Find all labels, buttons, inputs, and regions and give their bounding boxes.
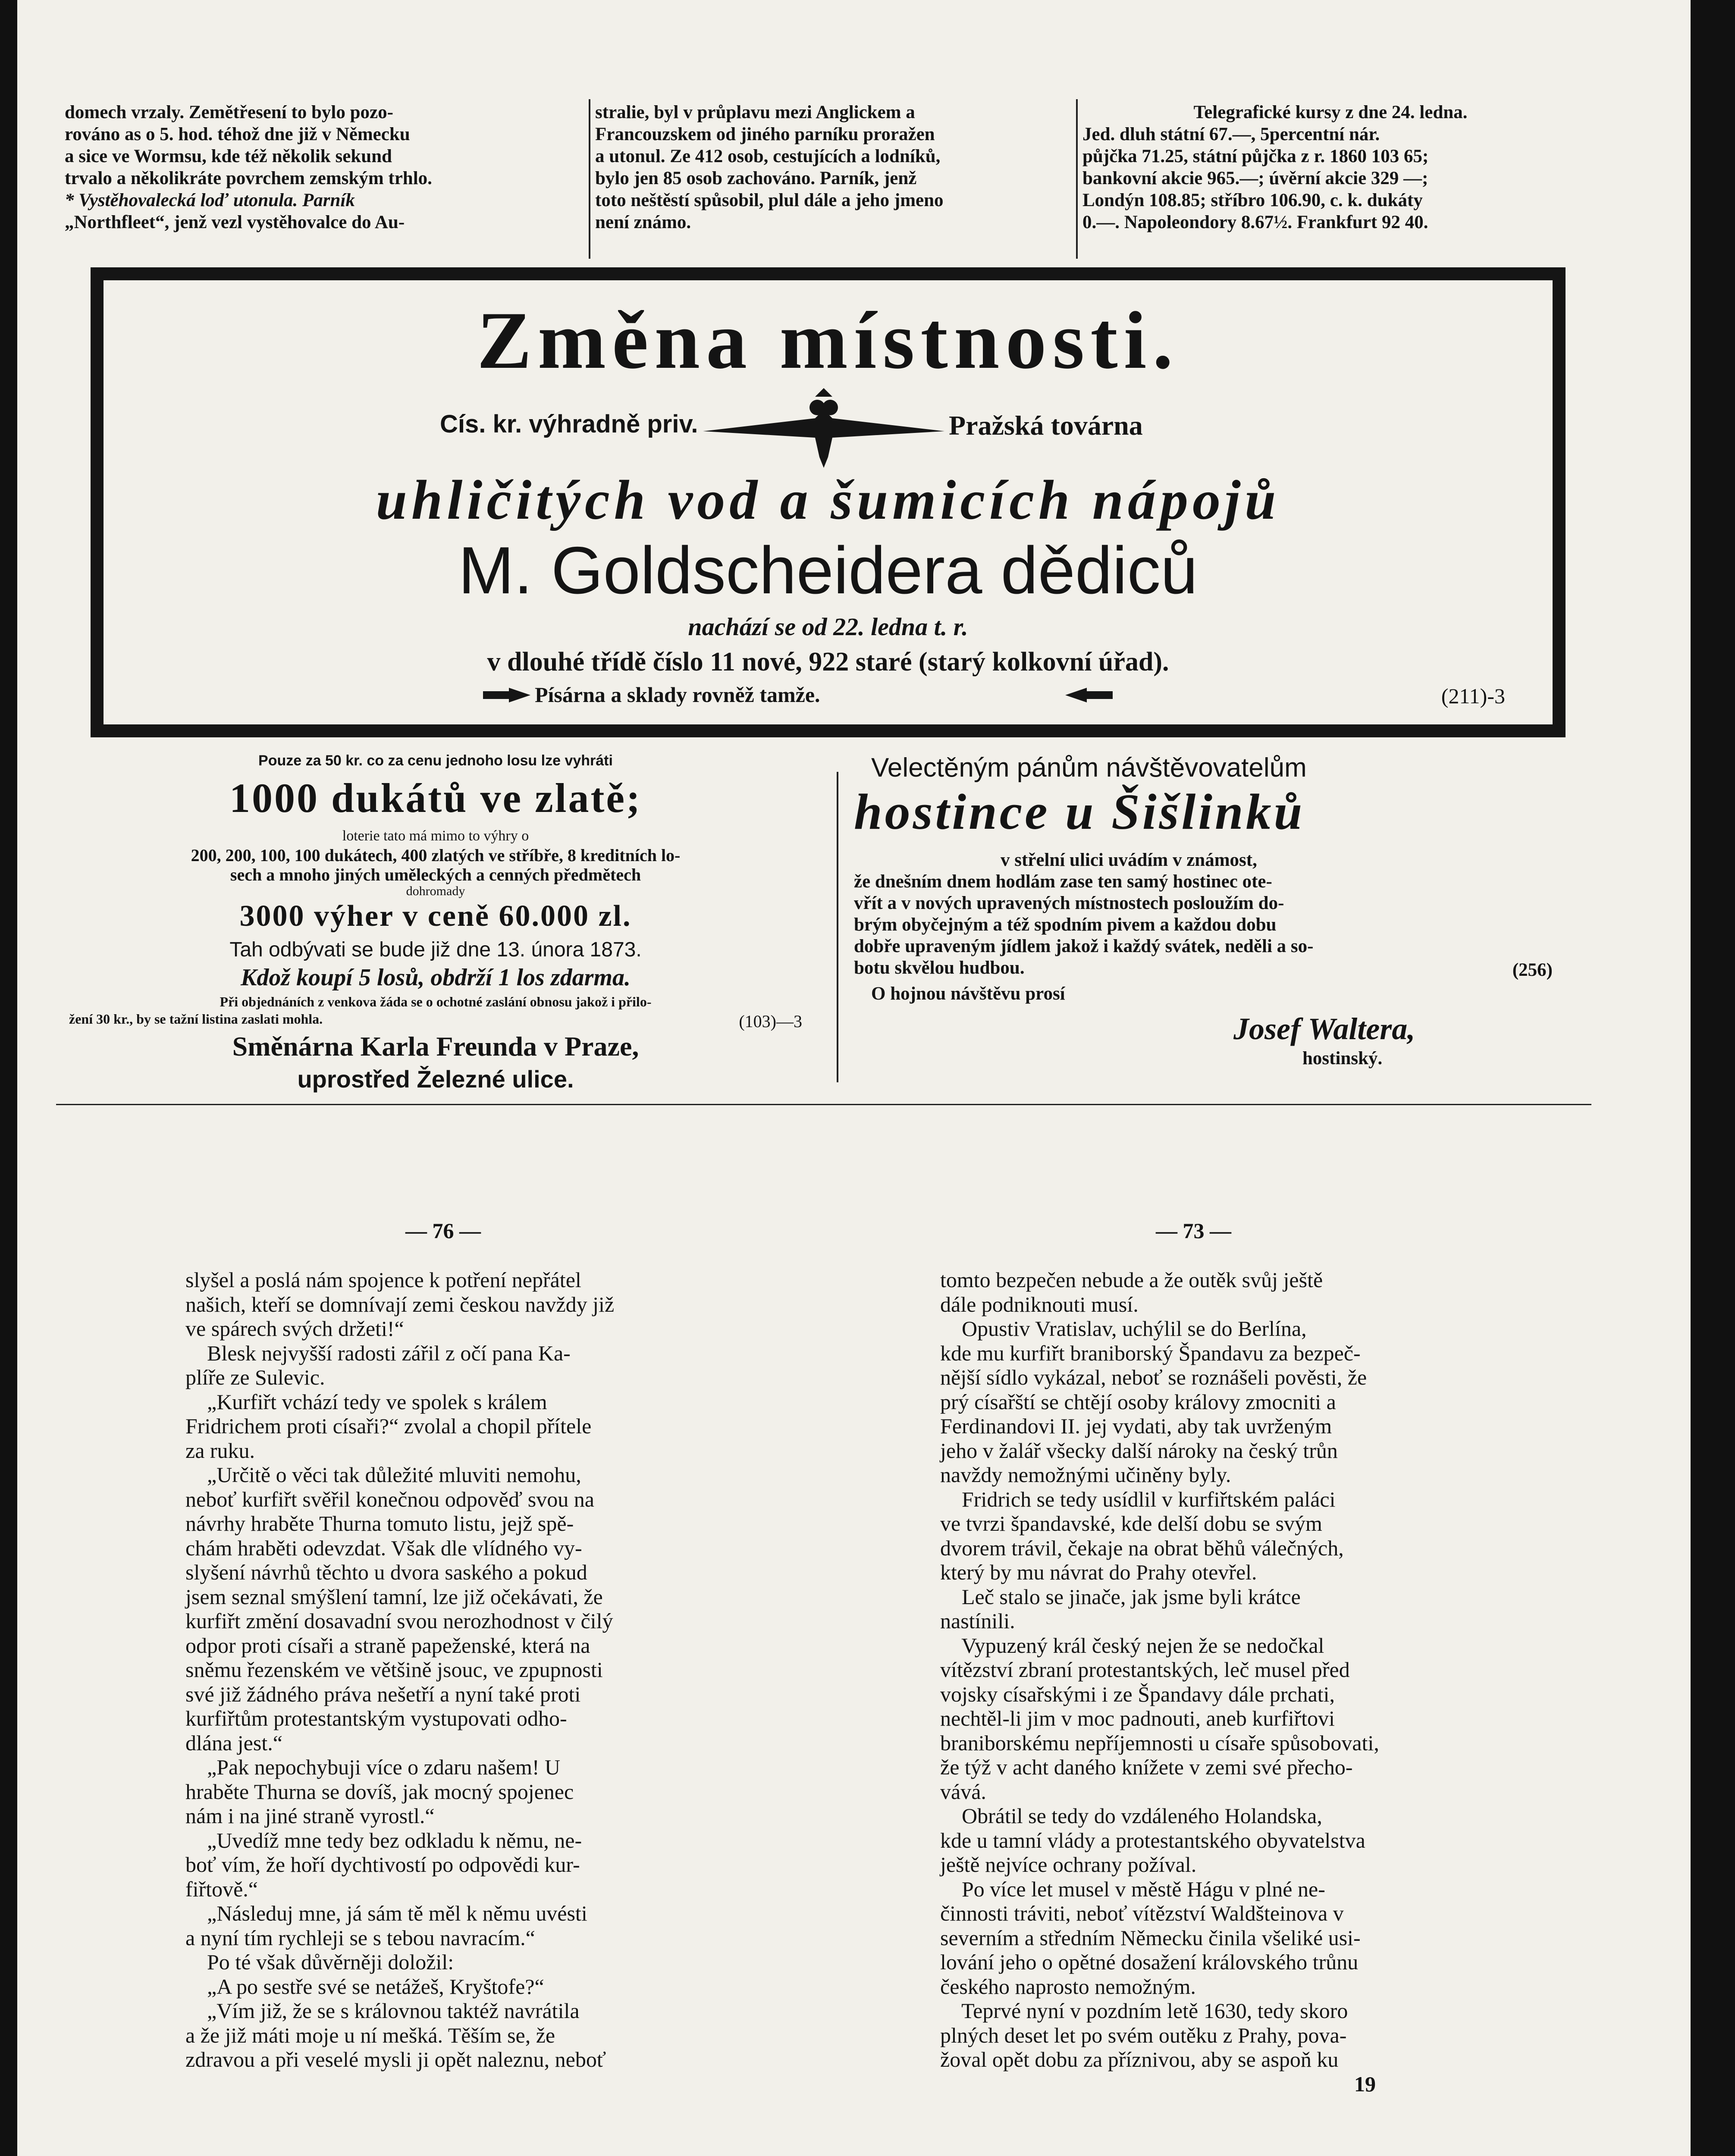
text-line: sněmu řezenském ve většině jsouc, ve zpupnosti — [185, 1658, 603, 1682]
text-line: odpor proti císaři a straně papeženské, která na — [185, 1633, 590, 1658]
news-column-3 — [1082, 101, 1578, 233]
text-line: Ferdinandovi II. jej vydati, aby tak uvrženým — [940, 1414, 1332, 1438]
hostinec-request: O hojnou návštěvu prosí — [871, 984, 1065, 1004]
ad-factory: Pražská továrna — [949, 410, 1143, 441]
page-number-left: — 76 — — [405, 1219, 481, 1243]
text-line: jeho v žalář všecky další nároky na český trůn — [940, 1438, 1338, 1463]
hostinec-line: vřít a v nových upravených místnostech posloužím do- — [854, 893, 1284, 913]
text-line: vítězství zbraní protestantských, leč musel před — [940, 1658, 1350, 1682]
news-line: trvalo a několikráte povrchem zemským trhlo. — [65, 168, 432, 188]
section-separator — [56, 1104, 1591, 1105]
advertisement-hostinec — [854, 752, 1587, 1093]
text-line: nastínili. — [940, 1609, 1015, 1633]
news-line: půjčka 71.25, státní půjčka z r. 1860 103 65; — [1082, 146, 1429, 166]
text-line: slyšel a poslá nám spojence k potření nepřátel — [185, 1268, 581, 1292]
text-line: Fridrichem proti císaři?“ zvolal a chopil přítele — [185, 1414, 592, 1438]
text-line: nější sídlo vykázal, neboť se roznášeli pověsti, že — [940, 1365, 1367, 1389]
text-line: Vypuzený král český nejen že se nedočkal — [940, 1633, 1324, 1658]
hostinec-ad-number: (256) — [1512, 960, 1553, 980]
news-line: Francouzskem od jiného parníku proražen — [595, 124, 935, 144]
ad-privilege: Cís. kr. výhradně priv. — [440, 410, 698, 438]
text-line: návrhy hraběte Thurna tomuto listu, jejž spě- — [185, 1511, 574, 1536]
news-line: není známo. — [595, 212, 691, 232]
hostinec-owner-title: hostinský. — [1302, 1048, 1383, 1069]
news-line: stralie, byl v průplavu mezi Anglickem a — [595, 102, 915, 122]
text-line: českého naprosto nemožným. — [940, 1974, 1196, 1999]
text-line: dvorem trávil, čekaje na obrat běhů válečných, — [940, 1536, 1344, 1560]
news-line: „Northfleet“, jenž vezl vystěhovalce do Au- — [65, 212, 405, 232]
news-line: rováno as o 5. hod. téhož dne již v Německu — [65, 124, 410, 144]
lottery-line: sech a mnoho jiných uměleckých a cenných předmětech — [230, 865, 641, 884]
text-line: kurfiřtům protestantským vystupovati odho- — [185, 1706, 567, 1730]
text-line: Blesk nejvyšší radosti zářil z očí pana Ka- — [185, 1341, 571, 1365]
hostinec-line: že dnešním dnem hodlám zase ten samý hostinec ote- — [854, 871, 1272, 892]
lottery-order: žení 30 kr., by se tažní listina zaslati mohla. — [69, 1011, 323, 1027]
ad-number: (211)-3 — [1441, 684, 1505, 708]
text-line: „Vím již, že se s královnou taktéž navrátila — [185, 1999, 580, 2023]
text-line: jsem seznal smýšlení tamní, lze již očekávati, že — [185, 1584, 603, 1609]
ad-products: uhličitých vod a šumicích nápojů — [376, 469, 1280, 531]
hostinec-line: brým obyčejným a též spodním pivem a každou dobu — [854, 915, 1277, 935]
pointing-hand-right-icon — [483, 688, 530, 702]
hostinec-owner: Josef Waltera, — [1233, 1012, 1415, 1046]
text-line: „Uvedíž mne tedy bez odkladu k němu, ne- — [185, 1828, 582, 1852]
text-line: a nyní tím rychleji se s tebou navracím.“ — [185, 1925, 535, 1950]
text-line: nechtěl-li jim v moc padnouti, aneb kurfiřtovi — [940, 1706, 1335, 1730]
hostinec-name: hostince u Šišlinků — [854, 783, 1305, 840]
text-line: ještě nejvíce ochrany požíval. — [940, 1852, 1197, 1877]
news-line: Telegrafické kursy z dne 24. ledna. — [1193, 102, 1468, 122]
news-line: toto neštěstí spůsobil, plul dále a jeho jmeno — [595, 190, 944, 210]
text-line: lování jeho o opětné dosažení královského trůnu — [940, 1950, 1359, 1974]
news-line: domech vrzaly. Zemětřesení to bylo pozo- — [65, 102, 393, 122]
text-line: který by mu návrat do Prahy otevřel. — [940, 1560, 1257, 1584]
text-line: severním a středním Německu činila všeliké usi- — [940, 1925, 1361, 1950]
sheet-signature: 19 — [1354, 2071, 1376, 2096]
text-line: Po té však důvěrněji doložil: — [185, 1950, 454, 1974]
lottery-headline: 1000 dukátů ve zlatě; — [229, 775, 642, 821]
news-line: a utonul. Ze 412 osob, cestujících a lodníků, — [595, 146, 941, 166]
news-column-1 — [65, 101, 587, 233]
ad-moved-date: nachází se od 22. ledna t. r. — [688, 613, 968, 641]
text-line: slyšení návrhů těchto u dvora saského a pokud — [185, 1560, 587, 1584]
ad-company: M. Goldscheidera dědiců — [458, 533, 1198, 608]
advertisement-lottery — [43, 752, 828, 1093]
text-line: Leč stalo se jinače, jak jsme byli krátce — [940, 1584, 1301, 1609]
text-line: neboť kurfiřt svěřil konečnou odpověď svou na — [185, 1487, 594, 1511]
lottery-offer: Kdož koupí 5 losů, obdrží 1 los zdarma. — [241, 964, 631, 991]
text-line: hraběte Thurna se dovíš, jak mocný spojenec — [185, 1779, 574, 1804]
text-line: plíře ze Sulevic. — [185, 1365, 325, 1389]
news-line: * Vystěhovalecká loď utonula. Parník — [65, 190, 355, 210]
eagle-emblem-icon — [699, 384, 949, 470]
column-rule — [837, 772, 838, 1082]
lottery-line: 200, 200, 100, 100 dukátech, 400 zlatých ve stříbře, 8 kreditních lo- — [191, 846, 681, 865]
text-line: ve tvrzi špandavské, kde delší dobu se svým — [940, 1511, 1322, 1536]
text-line: že týž v acht daného knížete v zemi své přecho- — [940, 1755, 1353, 1779]
news-column-2 — [595, 101, 1074, 233]
lottery-order: Při objednáních z venkova žáda se o ochotné zaslání obnosu jakož i přilo- — [220, 994, 652, 1009]
scanned-page — [17, 0, 1691, 2156]
lottery-draw: Tah odbývati se bude již dne 13. února 1873. — [229, 938, 642, 961]
text-line: fiřtově.“ — [185, 1877, 258, 1901]
text-line: své již žádného práva nešetří a nyní také proti — [185, 1682, 581, 1706]
advertisement-main — [91, 267, 1566, 737]
lottery-wins: 3000 výher v ceně 60.000 zl. — [239, 899, 632, 933]
text-line: kurfiřt změní dosavadní svou nerozhodnost v čilý — [185, 1609, 613, 1633]
news-line: bankovní akcie 965.—; úvěrní akcie 329 —; — [1082, 168, 1428, 188]
text-line: „A po sestře své se netážeš, Kryštofe?“ — [185, 1974, 544, 1999]
text-line: dále podniknouti musí. — [940, 1292, 1139, 1316]
ad-address: v dlouhé třídě číslo 11 nové, 922 staré (starý kolkovní úřad). — [487, 647, 1169, 677]
news-line: 0.—. Napoleondory 8.67½. Frankfurt 92 40. — [1082, 212, 1428, 232]
text-line: braniborskému nepříjemnosti u císaře spůsobovati, — [940, 1730, 1379, 1755]
text-line: boť vím, že hoří dychtivostí po odpovědi kur- — [185, 1852, 580, 1877]
text-line: „Následuj mne, já sám tě měl k němu uvésti — [185, 1901, 587, 1925]
ad-heading: Změna místnosti. — [477, 295, 1179, 386]
hostinec-text — [854, 849, 1587, 979]
text-column-right — [940, 1268, 1484, 2096]
column-rule — [589, 99, 590, 259]
lottery-intro: Pouze za 50 kr. co za cenu jednoho losu lze vyhráti — [258, 752, 613, 769]
text-line: Po více let musel v městě Hágu v plné ne- — [940, 1877, 1325, 1901]
text-line: prý císařští se chtějí osoby královy zmocniti a — [940, 1389, 1336, 1414]
text-line: a že již máti moje u ní mešká. Těším se, že — [185, 2023, 555, 2047]
text-line: vojsky císařskými i ze Špandavy dále prchati, — [940, 1682, 1335, 1706]
text-line: Fridrich se tedy usídlil v kurfiřtském paláci — [940, 1487, 1336, 1511]
text-line: Opustiv Vratislav, uchýlil se do Berlína, — [940, 1316, 1307, 1341]
text-line: kde mu kurfiřt braniborský Špandavu za bezpeč- — [940, 1341, 1361, 1365]
text-line: kde u tamní vlády a protestantského obyvatelstva — [940, 1828, 1365, 1852]
text-line: nám i na jiné straně vyrostl.“ — [185, 1804, 435, 1828]
news-line: Londýn 108.85; stříbro 106.90, c. k. dukáty — [1082, 190, 1423, 210]
pointing-hand-left-icon — [1065, 688, 1113, 702]
hostinec-line: botu skvělou hudbou. — [854, 958, 1025, 978]
text-line: Teprvé nyní v pozdním letě 1630, tedy skoro — [940, 1999, 1348, 2023]
lottery-line: loterie tato má mimo to výhry o — [342, 828, 529, 844]
text-line: vává. — [940, 1779, 986, 1804]
text-line: Obrátil se tedy do vzdáleného Holandska, — [940, 1804, 1322, 1828]
text-line: dlána jest.“ — [185, 1730, 282, 1755]
hostinec-line: v střelní ulici uvádím v známost, — [1001, 850, 1257, 870]
text-line: tomto bezpečen nebude a že outěk svůj ještě — [940, 1268, 1323, 1292]
text-line: našich, kteří se domnívají zemi českou navždy již — [185, 1292, 615, 1316]
text-line: za ruku. — [185, 1438, 255, 1463]
page-number-right: — 73 — — [1156, 1219, 1231, 1243]
lottery-line: dohromady — [406, 884, 465, 898]
lottery-street: uprostřed Železné ulice. — [297, 1065, 574, 1093]
news-line: bylo jen 85 osob zachováno. Parník, jenž — [595, 168, 917, 188]
text-line: žoval opět dobu za příznivou, aby se aspoň ku — [940, 2047, 1339, 2071]
text-line: „Kurfiřt vchází tedy ve spolek s králem — [185, 1389, 547, 1414]
text-line: chám hraběti odevzdat. Však dle vlídného vy- — [185, 1536, 582, 1560]
text-line: „Určitě o věci tak důležité mluviti nemohu, — [185, 1463, 581, 1487]
column-rule — [1076, 99, 1078, 259]
text-line: ve spárech svých držeti!“ — [185, 1316, 404, 1341]
text-line: navždy nemožnými učiněny byly. — [940, 1463, 1231, 1487]
news-line: a sice ve Wormsu, kde též několik sekund — [65, 146, 392, 166]
text-line: zdravou a při veselé mysli ji opět naleznu, neboť — [185, 2047, 606, 2071]
hostinec-line: dobře upraveným jídlem jakož i každý svátek, neděli a so- — [854, 936, 1314, 956]
lottery-exchange: Směnárna Karla Freunda v Praze, — [232, 1031, 639, 1062]
news-line: Jed. dluh státní 67.—, 5percentní nár. — [1082, 124, 1380, 144]
text-line: „Pak nepochybuji více o zdaru našem! U — [185, 1755, 561, 1779]
text-line: plných deset let po svém outěku z Prahy, pova- — [940, 2023, 1347, 2047]
text-line: činnosti tráviti, neboť vítězství Waldšteinova v — [940, 1901, 1344, 1925]
text-column-left — [185, 1268, 729, 2072]
ad-office: Písárna a sklady rovněž tamže. — [535, 683, 820, 707]
lottery-ad-number: (103)—3 — [739, 1012, 802, 1031]
hostinec-salutation: Velectěným pánům návštěvovatelům — [871, 753, 1307, 783]
